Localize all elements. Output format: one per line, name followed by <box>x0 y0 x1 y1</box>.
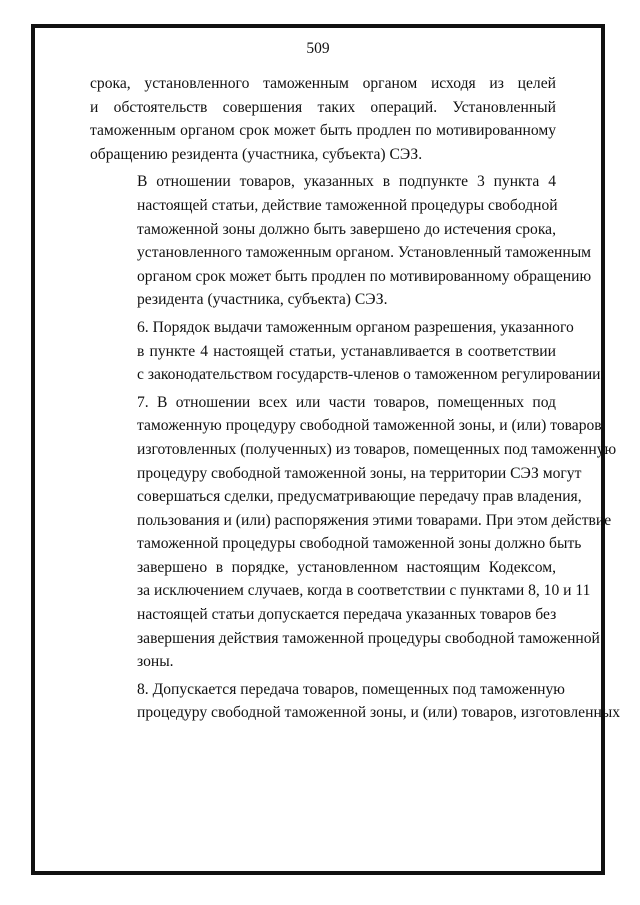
text-line: таможенной процедуры свободной таможенной зоны должно быть <box>137 535 582 553</box>
text-line: процедуру свободной таможенной зоны, на территории СЭЗ могут <box>137 464 582 482</box>
text-line: таможенную процедуру свободной таможенной зоны, и (или) товаров, <box>137 417 606 435</box>
text-line: 8. Допускается передача товаров, помещенных под таможенную <box>137 680 565 698</box>
text-line: и обстоятельств совершения таких операций. Установленный <box>90 98 556 116</box>
text-line: зоны. <box>137 653 174 671</box>
document-text <box>90 72 621 729</box>
text-line: резидента (участника, субъекта) СЭЗ. <box>137 291 388 309</box>
text-line: за исключением случаев, когда в соответствии с пунктами 8, 10 и 11 <box>137 582 591 600</box>
text-line: с законодательством государств-членов о таможенном регулировании. <box>137 366 605 384</box>
text-line: завершено в порядке, установленном настоящим Кодексом, <box>137 558 556 576</box>
text-line: настоящей статьи допускается передача указанных товаров без <box>137 606 557 624</box>
text-line: в пункте 4 настоящей статьи, устанавливается в соответствии <box>137 342 556 360</box>
paragraph <box>90 170 592 312</box>
text-line: 6. Порядок выдачи таможенным органом разрешения, указанного <box>137 318 574 336</box>
text-line: таможенным органом срок может быть продлен по мотивированному <box>90 122 556 140</box>
text-line: органом срок может быть продлен по мотивированному обращению <box>137 267 592 285</box>
text-line: обращению резидента (участника, субъекта) СЭЗ. <box>90 145 423 163</box>
paragraph <box>90 72 556 166</box>
text-line: В отношении товаров, указанных в подпункте 3 пункта 4 <box>137 173 556 191</box>
text-line: изготовленных (полученных) из товаров, помещенных под таможенную <box>137 440 617 458</box>
text-line: срока, установленного таможенным органом исходя из целей <box>90 75 556 92</box>
text-line: завершения действия таможенной процедуры свободной таможенной <box>137 629 600 647</box>
text-line: пользования и (или) распоряжения этими товарами. При этом действие <box>137 511 612 529</box>
paragraph <box>90 316 605 387</box>
text-line: совершаться сделки, предусматривающие передачу прав владения, <box>137 488 582 506</box>
text-line: установленного таможенным органом. Установленный таможенным <box>137 244 592 262</box>
paragraph <box>90 678 621 725</box>
paragraph <box>90 391 617 674</box>
text-line: настоящей статьи, действие таможенной процедуры свободной <box>137 196 558 214</box>
text-line: таможенной зоны должно быть завершено до истечения срока, <box>137 220 556 238</box>
page-number: 509 <box>306 40 330 57</box>
text-line: 7. В отношении всех или части товаров, помещенных под <box>137 393 556 411</box>
text-line: процедуру свободной таможенной зоны, и (или) товаров, изготовленных <box>137 704 621 722</box>
page-frame <box>31 24 621 875</box>
